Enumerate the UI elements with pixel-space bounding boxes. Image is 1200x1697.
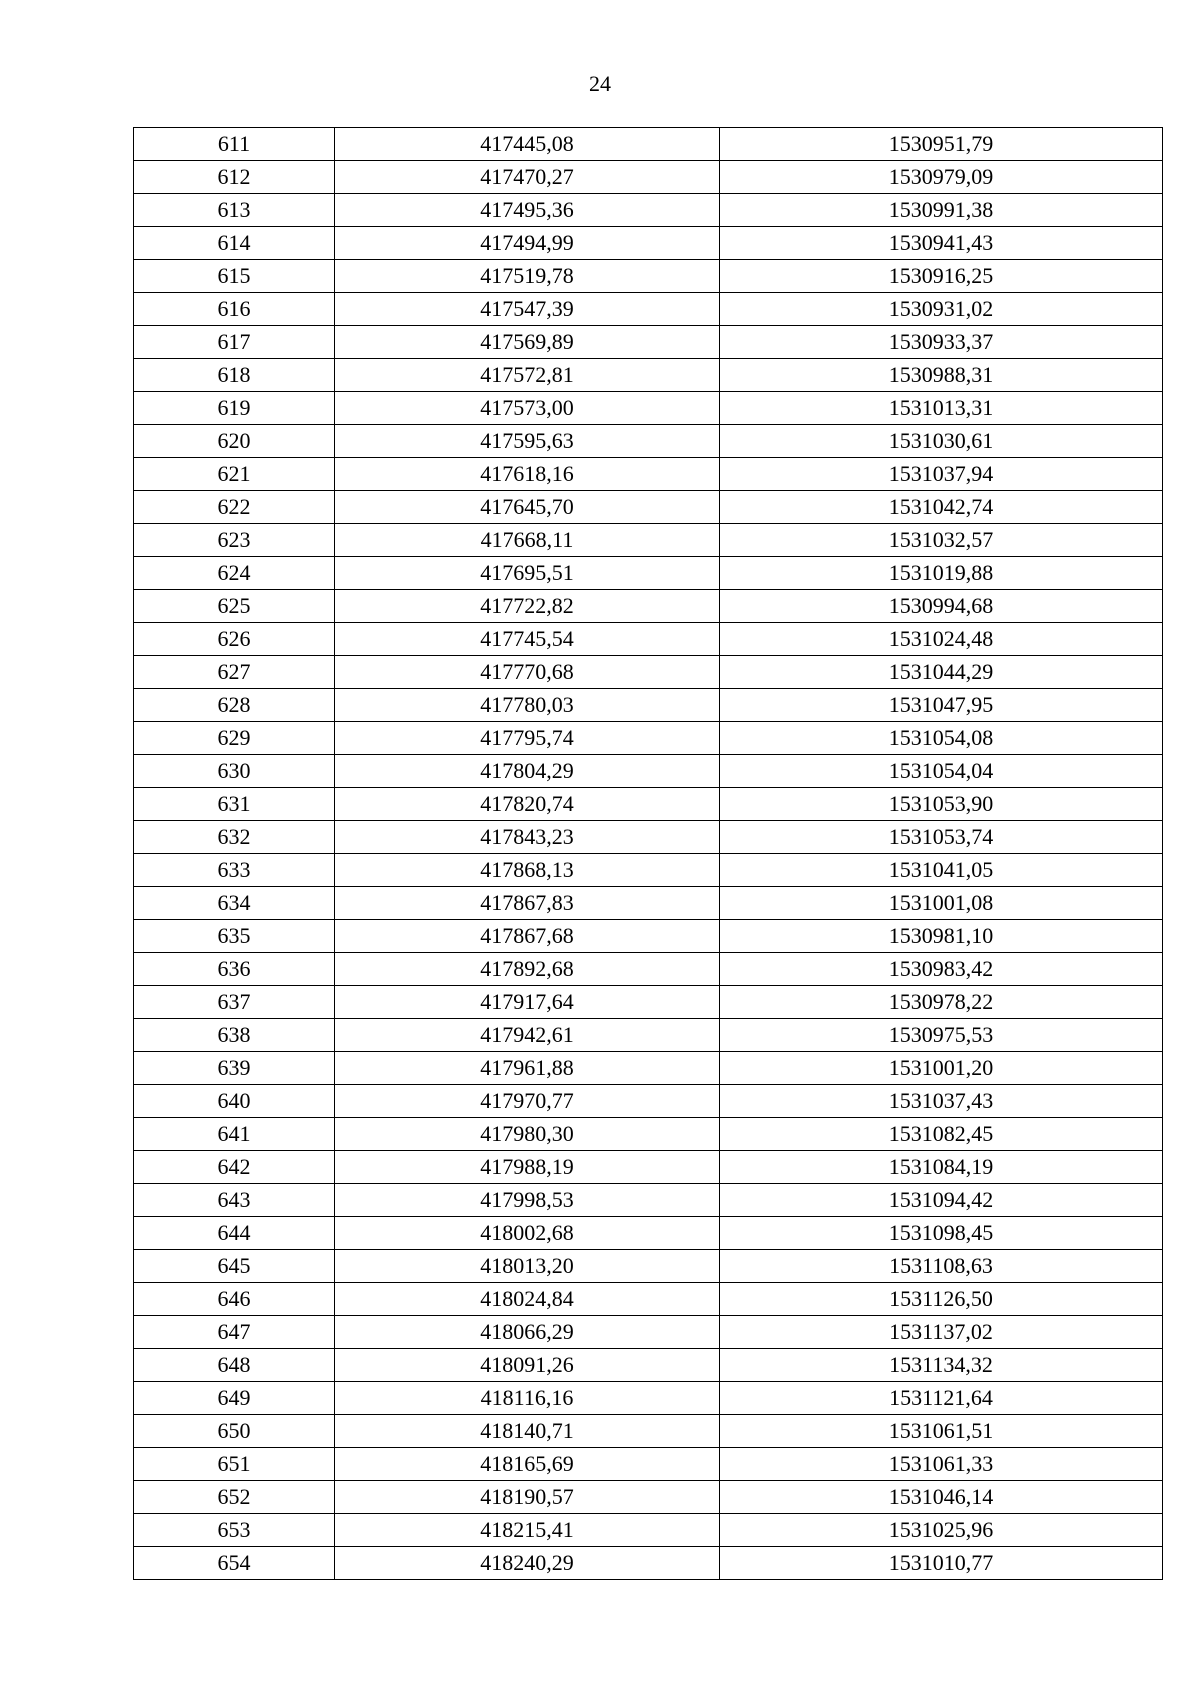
- table-row: [134, 458, 1163, 491]
- table-row: [134, 887, 1163, 920]
- point-number-cell: 630: [134, 755, 335, 788]
- point-number-cell: 651: [134, 1448, 335, 1481]
- x-coordinate-cell: 417445,08: [335, 128, 720, 161]
- point-number-cell: 625: [134, 590, 335, 623]
- x-coordinate-cell: 417547,39: [335, 293, 720, 326]
- table-row: [134, 1217, 1163, 1250]
- y-coordinate-cell: 1531025,96: [720, 1514, 1163, 1547]
- table-row: [134, 1382, 1163, 1415]
- y-coordinate-cell: 1531054,04: [720, 755, 1163, 788]
- point-number-cell: 635: [134, 920, 335, 953]
- point-number-cell: 642: [134, 1151, 335, 1184]
- x-coordinate-cell: 417745,54: [335, 623, 720, 656]
- point-number-cell: 654: [134, 1547, 335, 1580]
- table-row: [134, 1085, 1163, 1118]
- coordinates-table-body: [134, 128, 1163, 1580]
- point-number-cell: 643: [134, 1184, 335, 1217]
- y-coordinate-cell: 1531010,77: [720, 1547, 1163, 1580]
- table-row: [134, 788, 1163, 821]
- table-row: [134, 689, 1163, 722]
- table-row: [134, 128, 1163, 161]
- x-coordinate-cell: 418002,68: [335, 1217, 720, 1250]
- x-coordinate-cell: 417961,88: [335, 1052, 720, 1085]
- y-coordinate-cell: 1531046,14: [720, 1481, 1163, 1514]
- x-coordinate-cell: 418091,26: [335, 1349, 720, 1382]
- x-coordinate-cell: 418190,57: [335, 1481, 720, 1514]
- table-row: [134, 623, 1163, 656]
- point-number-cell: 616: [134, 293, 335, 326]
- x-coordinate-cell: 417595,63: [335, 425, 720, 458]
- table-row: [134, 161, 1163, 194]
- y-coordinate-cell: 1531024,48: [720, 623, 1163, 656]
- y-coordinate-cell: 1531082,45: [720, 1118, 1163, 1151]
- y-coordinate-cell: 1530916,25: [720, 260, 1163, 293]
- point-number-cell: 637: [134, 986, 335, 1019]
- table-row: [134, 755, 1163, 788]
- table-row: [134, 293, 1163, 326]
- y-coordinate-cell: 1531121,64: [720, 1382, 1163, 1415]
- y-coordinate-cell: 1531061,33: [720, 1448, 1163, 1481]
- y-coordinate-cell: 1531001,20: [720, 1052, 1163, 1085]
- point-number-cell: 648: [134, 1349, 335, 1382]
- point-number-cell: 615: [134, 260, 335, 293]
- y-coordinate-cell: 1531030,61: [720, 425, 1163, 458]
- y-coordinate-cell: 1531054,08: [720, 722, 1163, 755]
- table-row: [134, 227, 1163, 260]
- x-coordinate-cell: 417780,03: [335, 689, 720, 722]
- y-coordinate-cell: 1531084,19: [720, 1151, 1163, 1184]
- table-row: [134, 1250, 1163, 1283]
- table-row: [134, 1547, 1163, 1580]
- table-row: [134, 260, 1163, 293]
- table-row: [134, 557, 1163, 590]
- x-coordinate-cell: 417770,68: [335, 656, 720, 689]
- point-number-cell: 614: [134, 227, 335, 260]
- point-number-cell: 652: [134, 1481, 335, 1514]
- x-coordinate-cell: 417868,13: [335, 854, 720, 887]
- x-coordinate-cell: 417645,70: [335, 491, 720, 524]
- point-number-cell: 650: [134, 1415, 335, 1448]
- x-coordinate-cell: 418240,29: [335, 1547, 720, 1580]
- point-number-cell: 632: [134, 821, 335, 854]
- x-coordinate-cell: 417917,64: [335, 986, 720, 1019]
- y-coordinate-cell: 1531037,43: [720, 1085, 1163, 1118]
- x-coordinate-cell: 418165,69: [335, 1448, 720, 1481]
- y-coordinate-cell: 1530981,10: [720, 920, 1163, 953]
- point-number-cell: 644: [134, 1217, 335, 1250]
- point-number-cell: 633: [134, 854, 335, 887]
- y-coordinate-cell: 1531053,74: [720, 821, 1163, 854]
- point-number-cell: 612: [134, 161, 335, 194]
- y-coordinate-cell: 1531137,02: [720, 1316, 1163, 1349]
- table-row: [134, 425, 1163, 458]
- x-coordinate-cell: 417843,23: [335, 821, 720, 854]
- x-coordinate-cell: 418013,20: [335, 1250, 720, 1283]
- x-coordinate-cell: 417795,74: [335, 722, 720, 755]
- point-number-cell: 629: [134, 722, 335, 755]
- table-row: [134, 1316, 1163, 1349]
- x-coordinate-cell: 417998,53: [335, 1184, 720, 1217]
- table-row: [134, 821, 1163, 854]
- table-row: [134, 590, 1163, 623]
- point-number-cell: 613: [134, 194, 335, 227]
- y-coordinate-cell: 1531001,08: [720, 887, 1163, 920]
- y-coordinate-cell: 1531094,42: [720, 1184, 1163, 1217]
- y-coordinate-cell: 1531134,32: [720, 1349, 1163, 1382]
- x-coordinate-cell: 417892,68: [335, 953, 720, 986]
- table-row: [134, 953, 1163, 986]
- table-row: [134, 1184, 1163, 1217]
- x-coordinate-cell: 417988,19: [335, 1151, 720, 1184]
- x-coordinate-cell: 417867,68: [335, 920, 720, 953]
- table-row: [134, 854, 1163, 887]
- x-coordinate-cell: 417970,77: [335, 1085, 720, 1118]
- y-coordinate-cell: 1531126,50: [720, 1283, 1163, 1316]
- point-number-cell: 645: [134, 1250, 335, 1283]
- table-row: [134, 1019, 1163, 1052]
- y-coordinate-cell: 1530979,09: [720, 161, 1163, 194]
- y-coordinate-cell: 1530931,02: [720, 293, 1163, 326]
- y-coordinate-cell: 1531047,95: [720, 689, 1163, 722]
- table-row: [134, 1481, 1163, 1514]
- table-row: [134, 194, 1163, 227]
- point-number-cell: 628: [134, 689, 335, 722]
- x-coordinate-cell: 417572,81: [335, 359, 720, 392]
- table-row: [134, 1448, 1163, 1481]
- point-number-cell: 653: [134, 1514, 335, 1547]
- y-coordinate-cell: 1531019,88: [720, 557, 1163, 590]
- x-coordinate-cell: 417573,00: [335, 392, 720, 425]
- x-coordinate-cell: 417470,27: [335, 161, 720, 194]
- table-row: [134, 326, 1163, 359]
- x-coordinate-cell: 417668,11: [335, 524, 720, 557]
- y-coordinate-cell: 1531037,94: [720, 458, 1163, 491]
- point-number-cell: 639: [134, 1052, 335, 1085]
- table-row: [134, 1514, 1163, 1547]
- point-number-cell: 624: [134, 557, 335, 590]
- y-coordinate-cell: 1531013,31: [720, 392, 1163, 425]
- table-row: [134, 1415, 1163, 1448]
- x-coordinate-cell: 417495,36: [335, 194, 720, 227]
- y-coordinate-cell: 1530978,22: [720, 986, 1163, 1019]
- table-row: [134, 722, 1163, 755]
- point-number-cell: 647: [134, 1316, 335, 1349]
- coordinates-table: [133, 127, 1163, 1580]
- x-coordinate-cell: 417942,61: [335, 1019, 720, 1052]
- table-row: [134, 1283, 1163, 1316]
- y-coordinate-cell: 1531108,63: [720, 1250, 1163, 1283]
- point-number-cell: 618: [134, 359, 335, 392]
- point-number-cell: 621: [134, 458, 335, 491]
- y-coordinate-cell: 1531041,05: [720, 854, 1163, 887]
- y-coordinate-cell: 1531061,51: [720, 1415, 1163, 1448]
- point-number-cell: 649: [134, 1382, 335, 1415]
- point-number-cell: 611: [134, 128, 335, 161]
- point-number-cell: 619: [134, 392, 335, 425]
- point-number-cell: 623: [134, 524, 335, 557]
- point-number-cell: 638: [134, 1019, 335, 1052]
- table-row: [134, 656, 1163, 689]
- x-coordinate-cell: 417695,51: [335, 557, 720, 590]
- point-number-cell: 620: [134, 425, 335, 458]
- table-row: [134, 1118, 1163, 1151]
- x-coordinate-cell: 417820,74: [335, 788, 720, 821]
- y-coordinate-cell: 1530933,37: [720, 326, 1163, 359]
- table-row: [134, 986, 1163, 1019]
- table-row: [134, 1349, 1163, 1382]
- y-coordinate-cell: 1530941,43: [720, 227, 1163, 260]
- x-coordinate-cell: 417618,16: [335, 458, 720, 491]
- y-coordinate-cell: 1530983,42: [720, 953, 1163, 986]
- table-row: [134, 491, 1163, 524]
- y-coordinate-cell: 1531042,74: [720, 491, 1163, 524]
- point-number-cell: 626: [134, 623, 335, 656]
- x-coordinate-cell: 418066,29: [335, 1316, 720, 1349]
- y-coordinate-cell: 1530988,31: [720, 359, 1163, 392]
- point-number-cell: 634: [134, 887, 335, 920]
- table-row: [134, 920, 1163, 953]
- x-coordinate-cell: 417804,29: [335, 755, 720, 788]
- y-coordinate-cell: 1530975,53: [720, 1019, 1163, 1052]
- x-coordinate-cell: 417980,30: [335, 1118, 720, 1151]
- table-row: [134, 392, 1163, 425]
- x-coordinate-cell: 418116,16: [335, 1382, 720, 1415]
- y-coordinate-cell: 1531053,90: [720, 788, 1163, 821]
- point-number-cell: 640: [134, 1085, 335, 1118]
- point-number-cell: 617: [134, 326, 335, 359]
- x-coordinate-cell: 418215,41: [335, 1514, 720, 1547]
- y-coordinate-cell: 1531032,57: [720, 524, 1163, 557]
- x-coordinate-cell: 418024,84: [335, 1283, 720, 1316]
- y-coordinate-cell: 1530994,68: [720, 590, 1163, 623]
- table-row: [134, 1151, 1163, 1184]
- point-number-cell: 627: [134, 656, 335, 689]
- point-number-cell: 646: [134, 1283, 335, 1316]
- y-coordinate-cell: 1531098,45: [720, 1217, 1163, 1250]
- x-coordinate-cell: 418140,71: [335, 1415, 720, 1448]
- point-number-cell: 622: [134, 491, 335, 524]
- x-coordinate-cell: 417519,78: [335, 260, 720, 293]
- table-row: [134, 1052, 1163, 1085]
- x-coordinate-cell: 417494,99: [335, 227, 720, 260]
- x-coordinate-cell: 417722,82: [335, 590, 720, 623]
- point-number-cell: 641: [134, 1118, 335, 1151]
- x-coordinate-cell: 417867,83: [335, 887, 720, 920]
- page-number: 24: [589, 71, 611, 96]
- point-number-cell: 636: [134, 953, 335, 986]
- y-coordinate-cell: 1530951,79: [720, 128, 1163, 161]
- y-coordinate-cell: 1530991,38: [720, 194, 1163, 227]
- table-row: [134, 524, 1163, 557]
- table-row: [134, 359, 1163, 392]
- x-coordinate-cell: 417569,89: [335, 326, 720, 359]
- point-number-cell: 631: [134, 788, 335, 821]
- y-coordinate-cell: 1531044,29: [720, 656, 1163, 689]
